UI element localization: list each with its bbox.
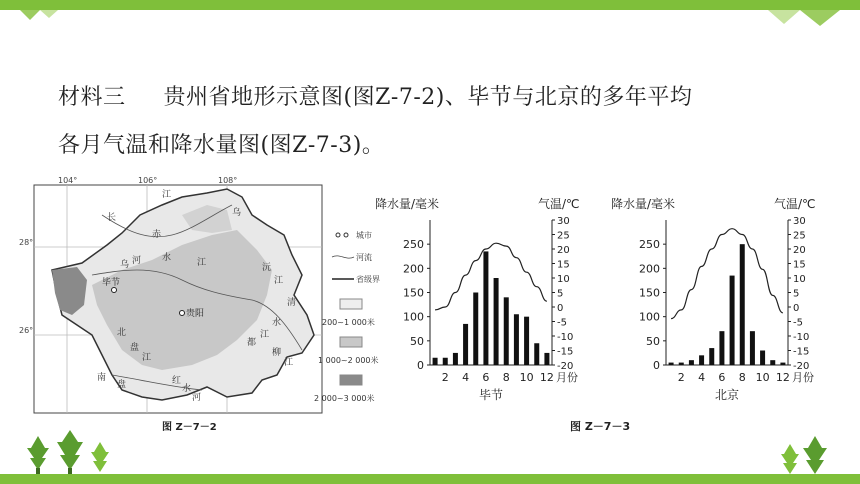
right-tick-label: -20 — [793, 361, 810, 372]
right-tick-label: 5 — [557, 288, 564, 300]
river-label-he2: 河 — [192, 393, 202, 403]
x-tick-label: 10 — [755, 371, 770, 384]
legend-elev2: 1 000~2 000米 — [318, 356, 379, 365]
paragraph-line-2: 各月气温和降水量图(图Z-7-3)。 — [58, 133, 385, 158]
left-tick-label: 250 — [403, 238, 424, 252]
precip-bar — [514, 314, 519, 365]
x-tick-label: 10 — [519, 371, 534, 384]
precip-bar — [494, 278, 499, 365]
legend-elev3: 2 000~3 000米 — [314, 394, 375, 403]
right-tick-label: 30 — [557, 216, 570, 227]
material-label: 材料三 — [58, 85, 126, 110]
right-tick-label: 30 — [793, 216, 806, 227]
precip-bar — [473, 293, 478, 366]
legend-river: 河流 — [356, 253, 372, 262]
legend-elev1: 200~1 000米 — [322, 318, 375, 327]
river-label-pan2: 盘 — [117, 380, 127, 390]
precip-bar — [730, 276, 735, 365]
left-axis-title: 降水量/毫米 — [611, 197, 676, 211]
precip-bar — [669, 363, 674, 365]
x-unit-label: 月份 — [556, 371, 578, 384]
right-axis-title: 气温/℃ — [538, 197, 580, 211]
precip-bar — [689, 360, 694, 365]
right-tick-label: 25 — [557, 230, 570, 242]
river-label-jiang2: 江 — [197, 258, 207, 268]
paragraph-line-1 — [58, 80, 692, 111]
right-tick-label: 10 — [793, 274, 806, 285]
river-label-jiang: 江 — [162, 190, 172, 200]
tree-left-1 — [27, 436, 49, 474]
x-tick-label: 4 — [462, 371, 470, 384]
top-left-triangle — [20, 10, 40, 20]
right-tick-label: 0 — [557, 303, 564, 314]
river-label-jiang3: 江 — [260, 330, 270, 340]
precip-bar — [463, 324, 468, 365]
precip-bar — [534, 343, 539, 365]
river-label-hong: 红 — [172, 376, 182, 386]
left-tick-label: 150 — [639, 286, 660, 300]
right-tick-label: 15 — [557, 259, 570, 271]
x-tick-label: 6 — [718, 371, 726, 384]
x-tick-label: 12 — [775, 371, 790, 384]
top-decoration — [0, 0, 860, 30]
lat-label-26: 26° — [19, 326, 34, 335]
x-tick-label: 4 — [698, 371, 706, 384]
tree-left-2 — [57, 430, 83, 474]
legend-city: 城市 — [356, 231, 372, 240]
temperature-line — [671, 229, 783, 319]
precip-bar — [453, 353, 458, 365]
left-tick-label: 150 — [403, 286, 424, 300]
city-bijie-marker — [112, 288, 117, 293]
precip-bar — [524, 317, 529, 365]
x-tick-label: 6 — [482, 371, 490, 384]
paragraph-text-1: 贵州省地形示意图(图Z-7-2)、毕节与北京的多年平均 — [163, 85, 693, 110]
river-label-pan: 盘 — [130, 343, 140, 353]
precip-bar — [740, 244, 745, 365]
right-tick-label: -15 — [793, 346, 810, 358]
left-tick-label: 200 — [403, 262, 424, 276]
right-tick-label: -5 — [793, 317, 803, 329]
right-tick-label: -10 — [793, 332, 810, 343]
precip-bar — [679, 363, 684, 365]
precip-bar — [544, 353, 549, 365]
left-axis-title: 降水量/毫米 — [375, 197, 440, 211]
lon-label-108: 108° — [218, 176, 238, 185]
precip-bar — [780, 363, 785, 365]
river-label-qing: 清 — [287, 298, 297, 308]
right-axis-title: 气温/℃ — [774, 197, 816, 211]
city-bijie-label: 毕节 — [102, 278, 121, 288]
right-tick-label: 20 — [793, 245, 806, 256]
caption-chart: 图 Z－7－3 — [570, 420, 631, 433]
river-label-du: 都 — [247, 338, 257, 348]
x-tick-label: 8 — [738, 371, 746, 384]
river-label-he: 河 — [132, 256, 142, 266]
right-tick-label: 15 — [793, 259, 806, 271]
right-tick-label: 5 — [793, 288, 800, 300]
right-tick-label: -10 — [557, 332, 574, 343]
left-tick-label: 200 — [639, 262, 660, 276]
lon-label-104: 104° — [58, 176, 78, 185]
left-tick-label: 50 — [646, 334, 660, 348]
left-tick-label: 0 — [653, 359, 660, 372]
river-label-jiang5: 江 — [284, 358, 294, 368]
river-label-wu2: 乌 — [120, 260, 130, 270]
chart-title: 毕节 — [478, 388, 504, 402]
right-tick-label: -20 — [557, 361, 574, 372]
city-guiyang-label: 贵阳 — [186, 309, 205, 319]
tree-right-1 — [781, 444, 799, 474]
bottom-accent-bar — [0, 474, 860, 484]
temperature-line — [435, 243, 547, 310]
river-label-bei: 北 — [117, 328, 127, 338]
x-unit-label: 月份 — [792, 371, 814, 384]
legend-border: 省级界 — [356, 275, 380, 284]
right-tick-label: -5 — [557, 317, 567, 329]
precip-bar — [760, 351, 765, 366]
river-label-nan: 南 — [97, 373, 107, 383]
city-guiyang-marker — [180, 311, 185, 316]
precip-bar — [504, 297, 509, 365]
climate-charts — [370, 190, 850, 440]
top-left-triangle-2 — [40, 10, 58, 18]
chart-title: 北京 — [714, 388, 740, 402]
river-label-yuan: 沅 — [262, 263, 272, 273]
tree-left-3 — [91, 442, 109, 472]
river-label-shui: 水 — [162, 253, 172, 263]
top-right-triangle — [768, 10, 800, 24]
precip-bar — [750, 331, 755, 365]
precip-bar — [770, 360, 775, 365]
river-label-shui2: 水 — [272, 318, 282, 328]
precip-bar — [719, 331, 724, 365]
precip-bar — [443, 358, 448, 365]
right-tick-label: 20 — [557, 245, 570, 256]
x-tick-label: 2 — [441, 371, 449, 384]
lon-label-106: 106° — [138, 176, 158, 185]
left-tick-label: 100 — [639, 310, 660, 324]
river-label-wu: 乌 — [232, 208, 242, 218]
river-label-jiang4: 江 — [142, 353, 152, 363]
river-label-shui3: 水 — [182, 384, 192, 394]
river-label-chang: 长 — [107, 213, 117, 223]
right-tick-label: 10 — [557, 274, 570, 285]
right-tick-label: -15 — [557, 346, 574, 358]
guizhou-map — [19, 175, 402, 435]
x-tick-label: 8 — [502, 371, 510, 384]
right-tick-label: 0 — [793, 303, 800, 314]
right-tick-label: 25 — [793, 230, 806, 242]
precip-bar — [433, 358, 438, 365]
river-label-jiang6: 江 — [274, 276, 284, 286]
x-tick-label: 12 — [539, 371, 554, 384]
precip-bar — [709, 348, 714, 365]
river-label-chi: 赤 — [152, 230, 162, 240]
lat-label-28: 28° — [19, 238, 34, 247]
left-tick-label: 250 — [639, 238, 660, 252]
top-right-triangle-2 — [800, 10, 840, 26]
left-tick-label: 0 — [417, 359, 424, 372]
x-tick-label: 2 — [677, 371, 685, 384]
map-caption: 图 Z－7－2 — [162, 422, 217, 433]
precip-bar — [483, 251, 488, 365]
left-tick-label: 100 — [403, 310, 424, 324]
tree-right-2 — [803, 436, 827, 474]
precip-bar — [699, 355, 704, 365]
river-label-liu: 柳 — [272, 348, 282, 358]
left-tick-label: 50 — [410, 334, 424, 348]
